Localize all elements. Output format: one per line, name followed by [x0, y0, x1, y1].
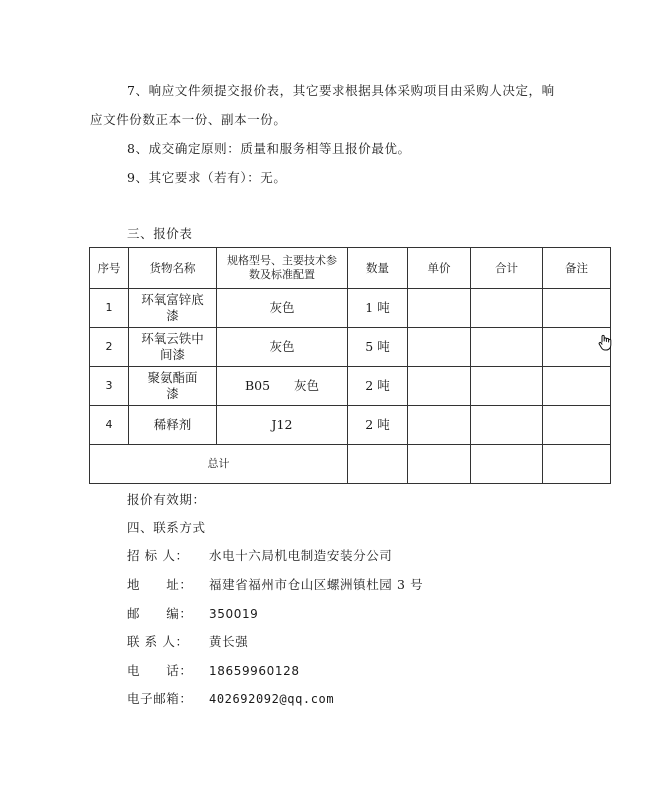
row-3-spec: [217, 367, 348, 406]
header-qty: 数量: [348, 248, 408, 289]
row-1-spec: 灰色: [217, 289, 348, 328]
phone-value: 18659960128: [209, 664, 300, 678]
row-2-qty: 5 吨: [348, 328, 408, 367]
row-1-seq: 1: [90, 289, 129, 328]
table-total-row: [90, 445, 611, 484]
tenderer-label: 招 标 人：: [127, 548, 189, 563]
tenderer-value: 水电十六局机电制造安装分公司: [209, 548, 393, 563]
section-3-title: 三、报价表: [127, 226, 193, 241]
quote-table: [89, 247, 611, 484]
total-total: [471, 445, 543, 484]
email-value: 402692092@qq.com: [209, 692, 335, 706]
contact-address: [127, 576, 423, 594]
table-row: [90, 367, 611, 406]
postcode-label: 邮 编：: [127, 606, 193, 621]
address-label: 地 址：: [127, 577, 193, 592]
table-row: [90, 328, 611, 367]
row-3-unit-price: [408, 367, 471, 406]
address-value: 福建省福州市仓山区螺洲镇杜园 3 号: [209, 577, 424, 592]
paragraph-7-line-2: 应文件份数正本一份、副本一份。: [90, 112, 287, 127]
contact-email: [127, 690, 334, 708]
row-1-qty: 1 吨: [348, 289, 408, 328]
contact-tenderer: [127, 547, 392, 565]
row-4-qty: 2 吨: [348, 406, 408, 445]
total-label: 总计: [90, 445, 348, 484]
total-unit-price: [408, 445, 471, 484]
postcode-value: 350019: [209, 607, 259, 621]
table-row: [90, 406, 611, 445]
contact-person: [127, 633, 248, 651]
hand-pointer-icon: [596, 333, 616, 353]
paragraph-7-line-1: 7、响应文件须提交报价表，其它要求根据具体采购项目由采购人决定，响: [127, 83, 555, 98]
row-1-unit-price: [408, 289, 471, 328]
header-remark: 备注: [543, 248, 611, 289]
row-2-unit-price: [408, 328, 471, 367]
row-3-total: [471, 367, 543, 406]
row-2-total: [471, 328, 543, 367]
header-spec: 规格型号、主要技术参数及标准配置: [217, 248, 348, 289]
row-4-seq: 4: [90, 406, 129, 445]
paragraph-8: 8、成交确定原则：质量和服务相等且报价最优。: [127, 141, 411, 156]
row-3-qty: 2 吨: [348, 367, 408, 406]
total-remark: [543, 445, 611, 484]
row-4-unit-price: [408, 406, 471, 445]
header-name: 货物名称: [129, 248, 217, 289]
section-4-title: 四、联系方式: [127, 520, 206, 535]
person-label: 联 系 人：: [127, 634, 189, 649]
paragraph-9: 9、其它要求（若有）：无。: [127, 170, 287, 185]
contact-postcode: [127, 605, 258, 623]
row-3-spec-color: 灰色: [294, 378, 320, 393]
total-qty: [348, 445, 408, 484]
contact-phone: [127, 662, 300, 680]
email-label: 电子邮箱：: [127, 691, 193, 706]
row-3-spec-code: B05: [244, 378, 271, 393]
row-1-remark: [543, 289, 611, 328]
phone-label: 电 话：: [127, 663, 193, 678]
header-unit-price: 单价: [408, 248, 471, 289]
row-4-name: 稀释剂: [129, 406, 217, 445]
row-3-seq: 3: [90, 367, 129, 406]
row-2-seq: 2: [90, 328, 129, 367]
row-1-name: 环氧富锌底漆: [129, 289, 217, 328]
table-header-row: [90, 248, 611, 289]
quote-validity-label: 报价有效期：: [127, 492, 206, 507]
row-2-spec: 灰色: [217, 328, 348, 367]
row-4-remark: [543, 406, 611, 445]
row-3-name: 聚氨酯面漆: [129, 367, 217, 406]
row-3-remark: [543, 367, 611, 406]
table-row: [90, 289, 611, 328]
row-4-total: [471, 406, 543, 445]
row-2-name: 环氧云铁中间漆: [129, 328, 217, 367]
person-value: 黄长强: [209, 634, 249, 649]
row-4-spec: J12: [217, 406, 348, 445]
header-seq: 序号: [90, 248, 129, 289]
header-total: 合计: [471, 248, 543, 289]
quote-table-wrap: [89, 247, 611, 484]
row-1-total: [471, 289, 543, 328]
